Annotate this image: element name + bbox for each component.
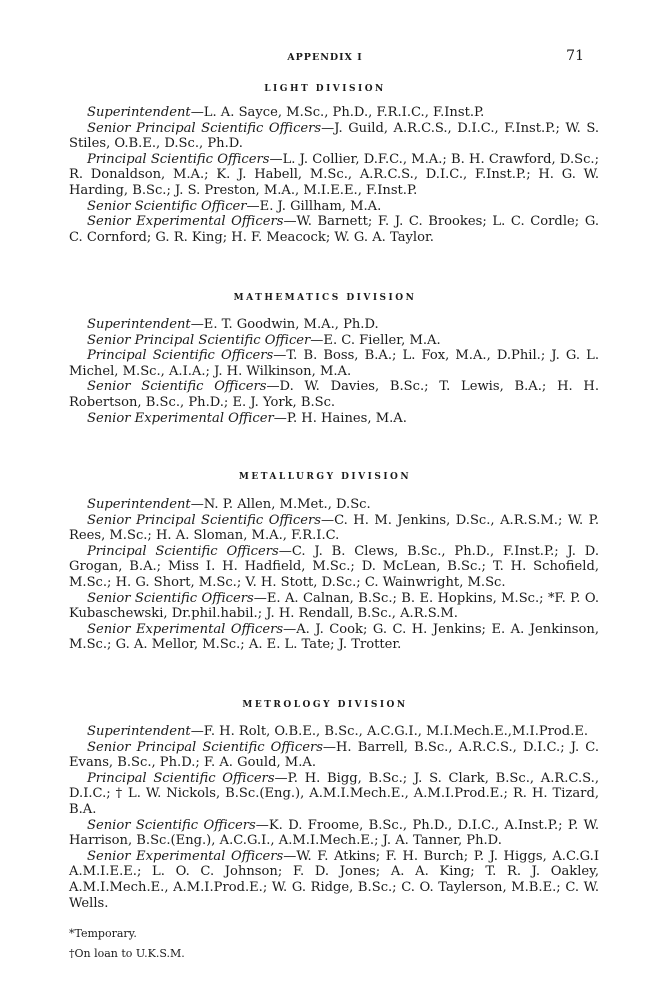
entry: Senior Principal Scientific Officers—H. Barrell, B.Sc., A.R.C.S., D.I.C.; J. C. Evans, B.Sc., Ph.D.; F. A. Gould, M.A.: [69, 739, 599, 771]
entry: Principal Scientific Officers—C. J. B. Clews, B.Sc., Ph.D., F.Inst.P.; J. D. Grogan, B.A.; Miss I. H. Hadfield, M.Sc.; D. McLean, B.Sc.; T. H. Schofield, M.Sc.; H. G. Short, M.Sc.; V. H. Stott, D.Sc.; C. Wainwright, M.Sc.: [69, 543, 599, 590]
entry: Senior Scientific Officers—E. A. Calnan, B.Sc.; B. E. Hopkins, M.Sc.; *F. P. O. Kubaschewski, Dr.phil.habil.; J. H. Rendall, B.Sc., A.R.S.M.: [69, 590, 599, 622]
role-label: Senior Scientific Officer: [87, 198, 247, 214]
role-label: Senior Principal Scientific Officers: [87, 120, 322, 136]
staff-names: H. Barrell, B.Sc., A.R.C.S., D.I.C.; J. C. Evans, B.Sc., Ph.D.; F. A. Gould, M.A.: [69, 739, 599, 771]
running-head: APPENDIX I: [287, 52, 363, 63]
section-metallurgy: [69, 497, 599, 653]
role-label: Superintendent: [87, 497, 191, 512]
role-label: Senior Experimental Officers: [87, 848, 284, 864]
entry: Senior Experimental Officer—P. H. Haines, M.A.: [87, 410, 407, 426]
entry: Superintendent—L. A. Sayce, M.Sc., Ph.D., F.R.I.C., F.Inst.P.: [87, 105, 485, 120]
entry: Principal Scientific Officers—L. J. Collier, D.F.C., M.A.; B. H. Crawford, D.Sc.; R. Donaldson, M.A.; K. J. Habell, M.Sc., A.R.C.S., D.I.C., F.Inst.P.; H. G. W. Harding, B.Sc.; J. S. Preston, M.A., M.I.E.E., F.Inst.P.: [69, 151, 599, 198]
staff-names: L. J. Collier, D.F.C., M.A.; B. H. Crawford, D.Sc.; R. Donaldson, M.A.; K. J. Habell, M.Sc., A.R.C.S., D.I.C., F.Inst.P.; H. G. W. Harding, B.Sc.; J. S. Preston, M.A., M.I.E.E., F.Inst.P.: [69, 151, 599, 198]
entry: Superintendent—E. T. Goodwin, M.A., Ph.D.: [87, 317, 379, 332]
staff-names: C. H. M. Jenkins, D.Sc., A.R.S.M.; W. P. Rees, M.Sc.; H. A. Sloman, M.A., F.R.I.C.: [69, 512, 599, 544]
entry: Senior Principal Scientific Officer—E. C. Fieller, M.A.: [87, 332, 441, 348]
role-label: Senior Experimental Officers: [87, 214, 284, 230]
footnotes: [69, 924, 599, 964]
staff-names: W. F. Atkins; F. H. Burch; P. J. Higgs, A.C.G.I A.M.I.E.E.; L. O. C. Johnson; F. D. Jones; A. A. King; T. R. J. Oakley, A.M.I.Mech.E., A.M.I.Prod.E.; W. G. Ridge, B.Sc.; C. O. Taylerson, M.B.E.; C. W. Wells.: [69, 848, 599, 911]
staff-names: T. B. Boss, B.A.; L. Fox, M.A., D.Phil.; J. G. L. Michel, M.Sc., A.I.A.; J. H. Wilkinson, M.A.: [69, 348, 599, 379]
role-label: Superintendent: [87, 724, 191, 739]
section-heading-light: LIGHT DIVISION: [264, 84, 386, 94]
role-label: Superintendent: [87, 317, 191, 332]
section-mathematics: [69, 317, 599, 426]
section-heading-mathematics: MATHEMATICS DIVISION: [233, 293, 417, 303]
entry: Senior Experimental Officers—W. F. Atkins; F. H. Burch; P. J. Higgs, A.C.G.I A.M.I.E.E.; L. O. C. Johnson; F. D. Jones; A. A. King; T. R. J. Oakley, A.M.I.Mech.E., A.M.I.Prod.E.; W. G. Ridge, B.Sc.; C. O. Taylerson, M.B.E.; C. W. Wells.: [69, 848, 599, 911]
staff-names: N. P. Allen, M.Met., D.Sc.: [203, 497, 371, 512]
staff-names: P. H. Bigg, B.Sc.; J. S. Clark, B.Sc., A.R.C.S., D.I.C.; † L. W. Nickols, B.Sc.(Eng.), A.M.I.Mech.E., A.M.I.Prod.E.; R. H. Tizard, B.A.: [69, 770, 599, 817]
role-label: Principal Scientific Officers: [87, 151, 270, 167]
role-label: Senior Scientific Officers: [87, 379, 267, 395]
role-label: Senior Scientific Officers: [87, 590, 254, 606]
staff-names: L. A. Sayce, M.Sc., Ph.D., F.R.I.C., F.Inst.P.: [203, 105, 485, 120]
staff-names: E. A. Calnan, B.Sc.; B. E. Hopkins, M.Sc.; *F. P. O. Kubaschewski, Dr.phil.habil.; J. H. Rendall, B.Sc., A.R.S.M.: [69, 590, 599, 622]
role-label: Senior Principal Scientific Officers: [87, 512, 321, 528]
role-label: Principal Scientific Officers: [87, 770, 275, 786]
section-heading-metallurgy: METALLURGY DIVISION: [238, 472, 412, 482]
entry: Principal Scientific Officers—P. H. Bigg, B.Sc.; J. S. Clark, B.Sc., A.R.C.S., D.I.C.; † L. W. Nickols, B.Sc.(Eng.), A.M.I.Mech.E., A.M.I.Prod.E.; R. H. Tizard, B.A.: [69, 770, 599, 817]
staff-names: A. J. Cook; G. C. H. Jenkins; E. A. Jenkinson, M.Sc.; G. A. Mellor, M.Sc.; A. E. L. Tate; J. Trotter.: [69, 621, 599, 653]
staff-names: J. Guild, A.R.C.S., D.I.C., F.Inst.P.; W. S. Stiles, O.B.E., D.Sc., Ph.D.: [69, 120, 599, 152]
role-label: Senior Experimental Officers: [87, 621, 284, 637]
entry: Senior Principal Scientific Officers—J. Guild, A.R.C.S., D.I.C., F.Inst.P.; W. S. Stiles, O.B.E., D.Sc., Ph.D.: [69, 120, 599, 152]
entry: Senior Scientific Officers—D. W. Davies, B.Sc.; T. Lewis, B.A.; H. H. Robertson, B.Sc., Ph.D.; E. J. York, B.Sc.: [69, 379, 599, 410]
staff-names: C. J. B. Clews, B.Sc., Ph.D., F.Inst.P.; J. D. Grogan, B.A.; Miss I. H. Hadfield, M.Sc.; D. McLean, B.Sc.; T. H. Schofield, M.Sc.; H. G. Short, M.Sc.; V. H. Stott, D.Sc.; C. Wainwright, M.Sc.: [69, 543, 599, 590]
role-label: Senior Principal Scientific Officer: [87, 332, 311, 348]
staff-names: E. T. Goodwin, M.A., Ph.D.: [203, 317, 379, 332]
staff-names: F. H. Rolt, O.B.E., B.Sc., A.C.G.I., M.I.Mech.E.,M.I.Prod.E.: [203, 724, 589, 739]
staff-names: D. W. Davies, B.Sc.; T. Lewis, B.A.; H. H. Robertson, B.Sc., Ph.D.; E. J. York, B.Sc.: [69, 379, 599, 410]
role-label: Principal Scientific Officers: [87, 543, 279, 559]
role-label: Senior Experimental Officer: [87, 410, 274, 426]
entry: Superintendent—F. H. Rolt, O.B.E., B.Sc., A.C.G.I., M.I.Mech.E.,M.I.Prod.E.: [87, 724, 589, 739]
page-number: 71: [566, 48, 584, 64]
section-metrology: [69, 724, 599, 911]
footnote-temporary: *Temporary.: [69, 927, 137, 940]
staff-names: W. Barnett; F. J. C. Brookes; L. C. Cordle; G. C. Cornford; G. R. King; H. F. Meacock; W. G. A. Taylor.: [69, 214, 599, 245]
staff-names: E. J. Gillham, M.A.: [259, 198, 382, 214]
role-label: Senior Principal Scientific Officers: [87, 739, 323, 755]
entry: Senior Experimental Officers—A. J. Cook; G. C. H. Jenkins; E. A. Jenkinson, M.Sc.; G. A. Mellor, M.Sc.; A. E. L. Tate; J. Trotter.: [69, 621, 599, 653]
entry: Senior Scientific Officer—E. J. Gillham, M.A.: [87, 198, 382, 214]
entry: Principal Scientific Officers—T. B. Boss, B.A.; L. Fox, M.A., D.Phil.; J. G. L. Michel, M.Sc., A.I.A.; J. H. Wilkinson, M.A.: [69, 348, 599, 379]
role-label: Senior Scientific Officers: [87, 817, 256, 833]
staff-names: P. H. Haines, M.A.: [286, 410, 407, 426]
section-heading-metrology: METROLOGY DIVISION: [242, 700, 408, 710]
footnote-on-loan: †On loan to U.K.S.M.: [69, 947, 185, 960]
entry: Superintendent—N. P. Allen, M.Met., D.Sc.: [87, 497, 371, 512]
staff-names: E. C. Fieller, M.A.: [323, 332, 441, 348]
role-label: Principal Scientific Officers: [87, 348, 274, 364]
entry: Senior Principal Scientific Officers—C. H. M. Jenkins, D.Sc., A.R.S.M.; W. P. Rees, M.Sc.; H. A. Sloman, M.A., F.R.I.C.: [69, 512, 599, 544]
entry: Senior Experimental Officers—W. Barnett; F. J. C. Brookes; L. C. Cordle; G. C. Cornford; G. R. King; H. F. Meacock; W. G. A. Taylor.: [69, 214, 599, 245]
entry: Senior Scientific Officers—K. D. Froome, B.Sc., Ph.D., D.I.C., A.Inst.P.; P. W. Harrison, B.Sc.(Eng.), A.C.G.I., A.M.I.Mech.E.; J. A. Tanner, Ph.D.: [69, 817, 599, 849]
staff-names: K. D. Froome, B.Sc., Ph.D., D.I.C., A.Inst.P.; P. W. Harrison, B.Sc.(Eng.), A.C.G.I., A.M.I.Mech.E.; J. A. Tanner, Ph.D.: [69, 817, 599, 849]
role-label: Superintendent: [87, 105, 191, 120]
section-light: [69, 105, 599, 245]
